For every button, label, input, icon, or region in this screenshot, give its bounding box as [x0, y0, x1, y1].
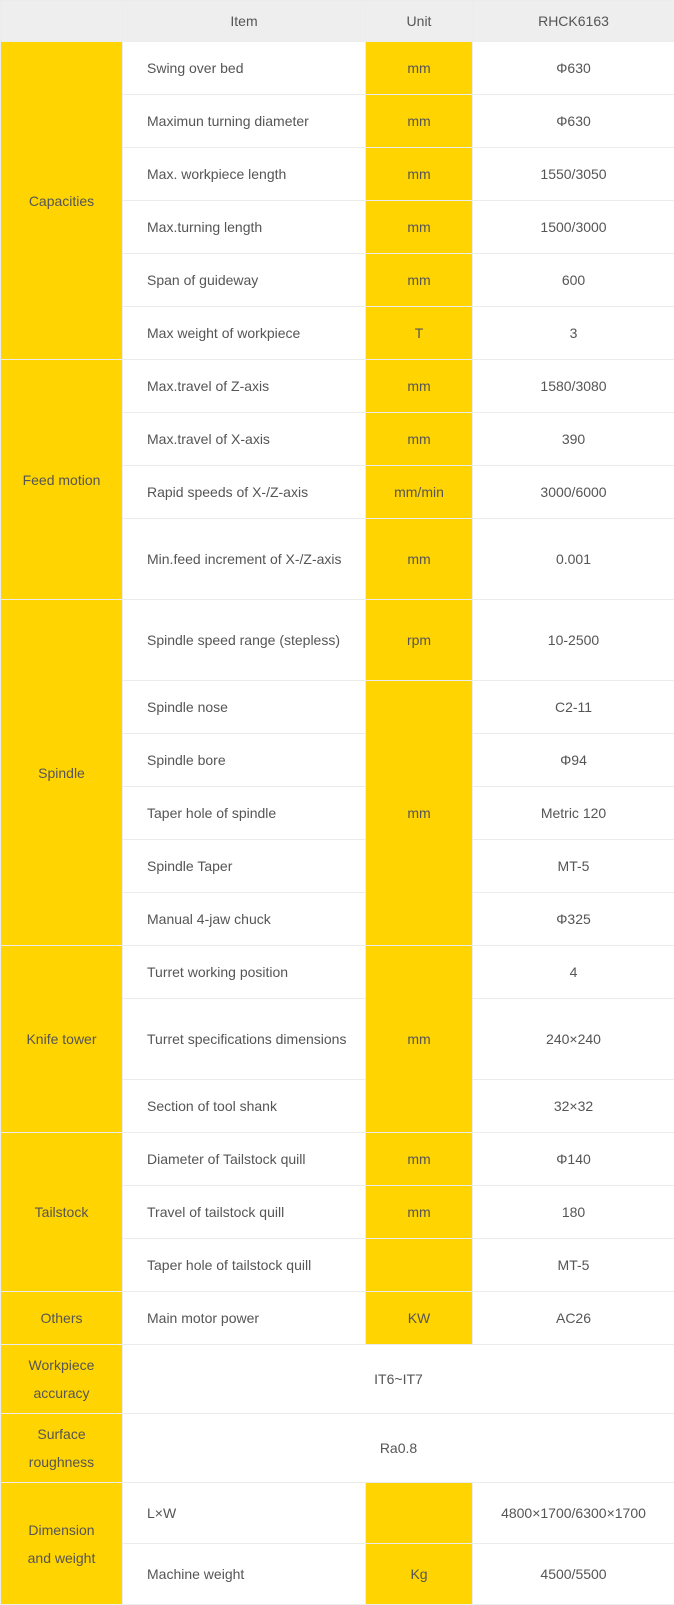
- unit-cell: mm: [366, 946, 473, 1133]
- item-cell: Max.travel of X-axis: [123, 413, 366, 466]
- item-cell: Manual 4-jaw chuck: [123, 893, 366, 946]
- unit-cell: mm: [366, 1133, 473, 1186]
- table-row: [1, 1345, 674, 1414]
- group-feed-motion: Feed motion: [1, 360, 123, 600]
- unit-cell: KW: [366, 1292, 473, 1345]
- workpiece-accuracy-value: IT6~IT7: [123, 1345, 674, 1414]
- group-tailstock: Tailstock: [1, 1133, 123, 1292]
- item-cell: Section of tool shank: [123, 1080, 366, 1133]
- value-cell: 240×240: [473, 999, 674, 1080]
- item-cell: Max.turning length: [123, 201, 366, 254]
- table-row: [1, 42, 674, 95]
- value-cell: 600: [473, 254, 674, 307]
- value-cell: 1500/3000: [473, 201, 674, 254]
- item-cell: L×W: [123, 1483, 366, 1544]
- unit-cell: [366, 1483, 473, 1544]
- table-row: [1, 1292, 674, 1345]
- item-cell: Max. workpiece length: [123, 148, 366, 201]
- value-cell: 3: [473, 307, 674, 360]
- value-cell: 390: [473, 413, 674, 466]
- group-knife-tower: Knife tower: [1, 946, 123, 1133]
- item-cell: Max weight of workpiece: [123, 307, 366, 360]
- unit-cell: [366, 1239, 473, 1292]
- unit-cell: T: [366, 307, 473, 360]
- item-cell: Taper hole of tailstock quill: [123, 1239, 366, 1292]
- unit-cell: mm: [366, 681, 473, 946]
- unit-cell: mm: [366, 1186, 473, 1239]
- item-cell: Maximun turning diameter: [123, 95, 366, 148]
- value-cell: Φ630: [473, 42, 674, 95]
- value-cell: 3000/6000: [473, 466, 674, 519]
- item-cell: Spindle bore: [123, 734, 366, 787]
- item-cell: Turret working position: [123, 946, 366, 999]
- value-cell: Φ140: [473, 1133, 674, 1186]
- item-cell: Machine weight: [123, 1544, 366, 1605]
- value-cell: 1580/3080: [473, 360, 674, 413]
- item-cell: Swing over bed: [123, 42, 366, 95]
- header-row: [1, 1, 674, 42]
- value-cell: Φ630: [473, 95, 674, 148]
- item-cell: Spindle Taper: [123, 840, 366, 893]
- value-cell: 4800×1700/6300×1700: [473, 1483, 674, 1544]
- value-cell: 180: [473, 1186, 674, 1239]
- item-cell: Spindle nose: [123, 681, 366, 734]
- unit-cell: mm: [366, 148, 473, 201]
- value-cell: 1550/3050: [473, 148, 674, 201]
- group-capacities: Capacities: [1, 42, 123, 360]
- value-cell: AC26: [473, 1292, 674, 1345]
- unit-cell: mm: [366, 42, 473, 95]
- item-cell: Main motor power: [123, 1292, 366, 1345]
- table-row: [1, 360, 674, 413]
- unit-cell: rpm: [366, 600, 473, 681]
- value-cell: 0.001: [473, 519, 674, 600]
- group-dimension-weight: Dimension and weight: [1, 1483, 123, 1605]
- value-cell: Φ325: [473, 893, 674, 946]
- surface-roughness-value: Ra0.8: [123, 1414, 674, 1483]
- value-cell: 4: [473, 946, 674, 999]
- value-cell: Φ94: [473, 734, 674, 787]
- item-cell: Rapid speeds of X-/Z-axis: [123, 466, 366, 519]
- table-row: [1, 1133, 674, 1186]
- table-row: [1, 1483, 674, 1544]
- unit-cell: mm/min: [366, 466, 473, 519]
- unit-cell: mm: [366, 519, 473, 600]
- value-cell: C2-11: [473, 681, 674, 734]
- group-others: Others: [1, 1292, 123, 1345]
- value-cell: 32×32: [473, 1080, 674, 1133]
- table-row: [1, 600, 674, 681]
- item-cell: Span of guideway: [123, 254, 366, 307]
- value-cell: MT-5: [473, 1239, 674, 1292]
- group-spindle: Spindle: [1, 600, 123, 946]
- unit-cell: mm: [366, 201, 473, 254]
- value-cell: Metric 120: [473, 787, 674, 840]
- header-item: Item: [123, 1, 366, 42]
- header-unit: Unit: [366, 1, 473, 42]
- unit-cell: mm: [366, 95, 473, 148]
- value-cell: MT-5: [473, 840, 674, 893]
- header-blank: [1, 1, 123, 42]
- group-surface-roughness: Surface roughness: [1, 1414, 123, 1483]
- value-cell: 4500/5500: [473, 1544, 674, 1605]
- item-cell: Diameter of Tailstock quill: [123, 1133, 366, 1186]
- table-row: [1, 946, 674, 999]
- header-model: RHCK6163: [473, 1, 674, 42]
- value-cell: 10-2500: [473, 600, 674, 681]
- unit-cell: Kg: [366, 1544, 473, 1605]
- item-cell: Max.travel of Z-axis: [123, 360, 366, 413]
- table-row: [1, 1414, 674, 1483]
- item-cell: Spindle speed range (stepless): [123, 600, 366, 681]
- unit-cell: mm: [366, 413, 473, 466]
- item-cell: Min.feed increment of X-/Z-axis: [123, 519, 366, 600]
- unit-cell: mm: [366, 254, 473, 307]
- unit-cell: mm: [366, 360, 473, 413]
- group-workpiece-accuracy: Workpiece accuracy: [1, 1345, 123, 1414]
- item-cell: Taper hole of spindle: [123, 787, 366, 840]
- item-cell: Travel of tailstock quill: [123, 1186, 366, 1239]
- item-cell: Turret specifications dimensions: [123, 999, 366, 1080]
